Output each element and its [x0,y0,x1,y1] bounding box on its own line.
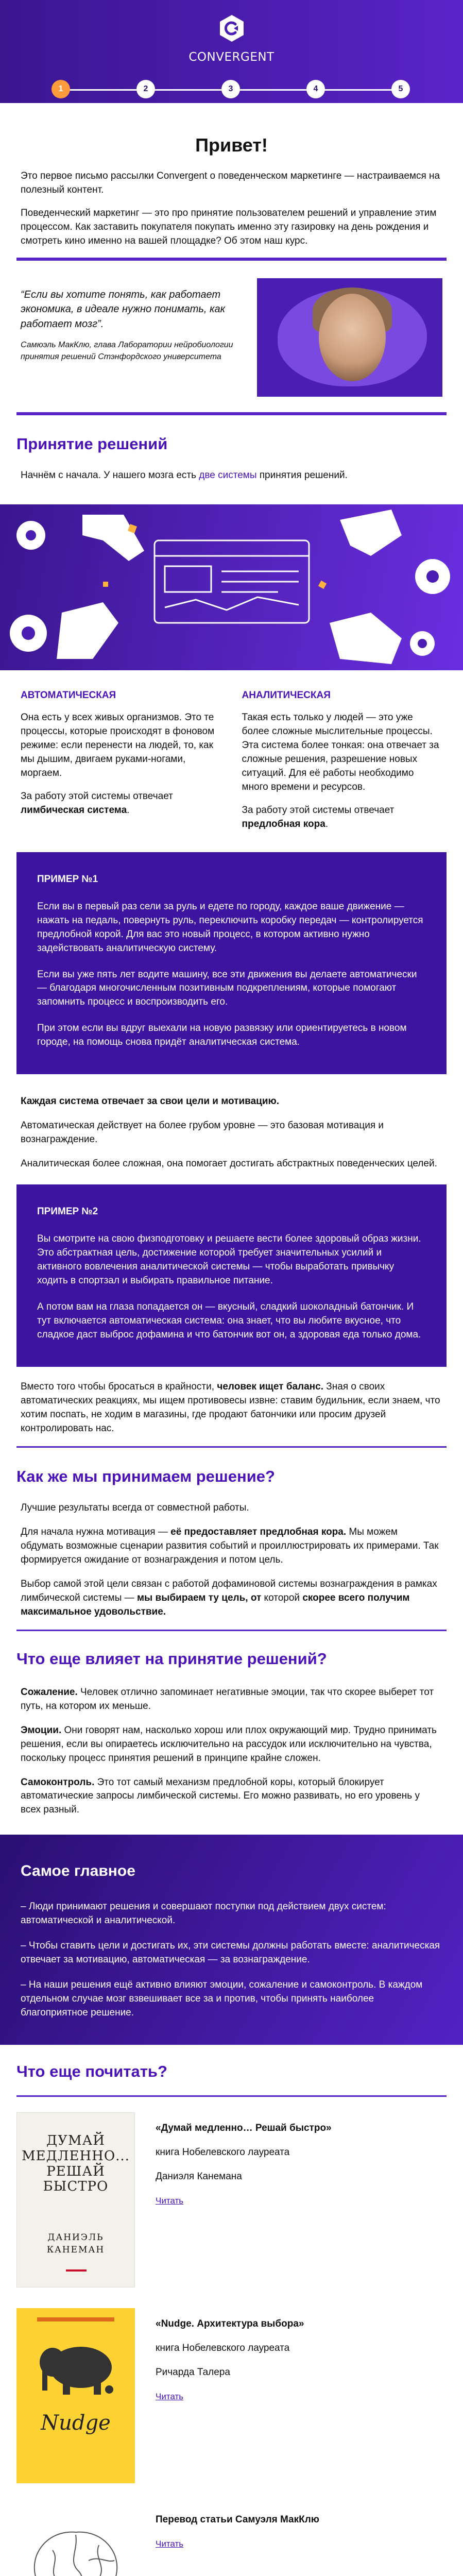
hands-and-gears-icon [0,504,463,670]
book-cover: Nudge [16,2308,135,2483]
example-paragraph: А потом вам на глаза попадается он — вкусный, сладкий шоколадный батончик. И тут включается автоматическая система: она знает, что вы любите вкусное, что сладкое даст выброс дофамина и что батончик вот он, а здоровая еда только дома. [37,1301,421,1340]
how-block [0,1501,463,1619]
influence-item: Самоконтроль. Это тот самый механизм предлобной коры, который блокирует автоматические запросы лимбической системы. Его можно развивать, но его уровень у всех разный. [21,1776,420,1816]
section-title: Как же мы принимаем решение? [16,1467,275,1485]
step-1: 1 [52,80,70,98]
auto-system-title: АВТОМАТИЧЕСКАЯ [21,689,116,701]
convergent-logo-icon [217,13,247,43]
summary-title: Самое главное [21,1862,135,1880]
brand-name: CONVERGENT [188,50,275,64]
page-title: Привет! [195,134,268,156]
article-info [135,2504,319,2576]
header [0,0,463,103]
divider [16,1630,447,1631]
book-item [16,2112,447,2287]
book-desc: книга Нобелевского лауреата [156,2146,290,2158]
goals-block [0,1095,463,1171]
analytic-system-title: АНАЛИТИЧЕСКАЯ [242,689,331,701]
auto-system-text: Она есть у всех живых организмов. Это те процессы, которые происходят в фоновом режиме: если перенести на людей, то, как мы дышим, двигаем руками-ногами, моргаем. [21,711,215,778]
intro-paragraph: Поведенческий маркетинг — это про принятие пользователем решений и управление этим процессом. Как заставить покупателя покупать именно эту газировку на день рождения и смотреть кино именно на вашей площадке? Об этом наш курс. [21,208,437,246]
example-box-1 [16,852,447,1075]
step-2: 2 [136,80,155,98]
example-paragraph: Если вы уже пять лет водите машину, все эти движения вы делаете автоматически — благодаря многочисленным позитивным подкреплениям, которые помогают запомнить процесс и воспроизводить его. [37,969,417,1008]
lead-paragraph: Начнём с начала. У нашего мозга есть две системы принятия решений. [21,469,348,481]
section-title: Что еще почитать? [16,2062,167,2080]
step-4: 4 [306,80,325,98]
balance-paragraph: Вместо того чтобы бросаться в крайности, человек ищет баланс. Зная о своих автоматических реакциях, мы ищем противовесы извне: ставим будильник, если знаем, что хотим поспать, не ходим в магазины, где продают батончики или просим друзей контролировать нас. [21,1381,440,1434]
divider [16,258,447,261]
quote-block [0,278,463,397]
reading-list [0,2112,463,2576]
analytic-system [242,689,443,841]
example-title: ПРИМЕР №1 [37,873,98,885]
example-title: ПРИМЕР №2 [37,1206,98,1217]
book-cover: ДУМАЙ МЕДЛЕННО... РЕШАЙ БЫСТРО ДАНИЭЛЬ КАНЕМАН [16,2112,135,2287]
how-paragraph: Лучшие результаты всегда от совместной работы. [21,1502,249,1513]
analytic-system-text: Такая есть только у людей — это уже более сложные мыслительные процессы. Эта система более тонкая: она отвечает за сложные решения, разрешение новых ситуаций. Для её работы необходимо много времени и ресурсов. [242,711,439,792]
step-5: 5 [391,80,410,98]
book-item [16,2308,447,2483]
influence-block [0,1686,463,1818]
quote-author: Самюэль МакКлю, глава Лаборатории нейробиологии принятия решений Стэнфордского университета [21,341,233,361]
article-title: Перевод статьи Самуэля МакКлю [156,2514,320,2525]
book-title: «Nudge. Архитектура выбора» [156,2318,304,2329]
influence-item: Эмоции. Они говорят нам, насколько хорош или плох окружающий мир. Трудно принимать решения, если вы опираетесь исключительно на рассудок или исключительно на чувства, поскольку процесс принятия решений в принципе крайне сложен. [21,1724,437,1764]
divider [16,412,447,415]
highlight-text: две системы [199,469,257,481]
example-box-2 [16,1184,447,1367]
book-title: «Думай медленно… Решай быстро» [156,2122,332,2133]
logo [0,13,463,66]
divider [16,2095,447,2097]
example-paragraph: При этом если вы вдруг выехали на новую развязку или ориентируетесь в новом городе, на помощь снова придёт аналитическая система. [37,1023,407,1048]
section-title: Принятие решений [16,434,168,453]
auto-system-owner: За работу этой системы отвечает лимбическая система. [21,790,173,816]
how-paragraph: Выбор самой этой цели связан с работой дофаминовой системы вознаграждения в рамках лимбической системы — мы выбираем ту цель, от которой скорее всего получим максимальное удовольствие. [21,1578,437,1617]
goals-paragraph: Автоматическая действует на более грубом уровне — это базовая мотивация и вознаграждение. [21,1120,384,1145]
elephant-icon [32,2339,119,2396]
brain-systems-illustration [0,504,463,670]
influence-item: Сожаление. Человек отлично запоминает негативные эмоции, так что скорее выберет тот путь, на котором их меньше. [21,1686,434,1711]
systems-columns [0,689,463,841]
quote-text: “Если вы хотите понять, как работает экономика, в идеале нужно понимать, как работает мозг”. [21,289,226,330]
example-paragraph: Если вы в первый раз сели за руль и едете по городу, каждое ваше движение — нажать на педаль, повернуть руль, переключить коробку передач — контролируется предлобной корой. Для вас это новый процесс, в котором активно нужно задействовать аналитическую систему. [37,901,423,954]
goals-paragraph: Аналитическая более сложная, она помогает достигать абстрактных поведенческих целей. [21,1158,437,1170]
book-info [135,2308,304,2483]
balance-block [0,1380,463,1436]
analytic-system-owner: За работу этой системы отвечает предлобная кора. [242,804,395,829]
brain-icon [16,2504,135,2576]
summary-box [0,1835,463,2044]
section-title: Что еще влияет на принятие решений? [16,1649,327,1668]
book-desc: книга Нобелевского лауреата [156,2342,290,2353]
author-photo [257,278,442,397]
article-item [16,2504,447,2576]
read-link[interactable]: Читать [156,2538,184,2549]
summary-item: – Чтобы ставить цели и достигать их, эти системы должны работать вместе: аналитическая отвечает за мотивацию, автоматическая — за вознаграждение. [21,1940,440,1965]
read-link[interactable]: Читать [156,2391,184,2401]
progress-steps [31,80,432,100]
how-paragraph: Для начала нужна мотивация — её предоставляет предлобная кора. Мы можем обдумать возможные сценарии развития событий и проиллюстрировать их примерами. Так формируется ожидание от вознаграждения и потом цель. [21,1526,439,1565]
read-link[interactable]: Читать [156,2195,184,2206]
book-author: Даниэля Канемана [156,2171,242,2182]
intro [0,170,463,248]
summary-item: – На наши решения ещё активно влияют эмоции, сожаление и самоконтроль. В каждом отдельном случае мозг взвешивает все за и против, чтобы принять наиболее благоприятное решение. [21,1979,423,2018]
step-3: 3 [221,80,240,98]
book-info [135,2112,332,2287]
article-cover [16,2504,135,2576]
goals-lead: Каждая система отвечает за свои цели и мотивацию. [21,1096,280,1107]
divider [16,1446,447,1448]
example-paragraph: Вы смотрите на свою физподготовку и решаете вести более здоровый образ жизни. Это абстрактная цель, достижение которой требует значительных усилий и активного вовлечения аналитической системы — чтобы выработать привычку ходить в спортзал и выбирать правильное питание. [37,1233,421,1286]
auto-system [21,689,221,841]
intro-paragraph: Это первое письмо рассылки Convergent о поведенческом маркетинге — настраиваемся на полезный контент. [21,171,440,196]
summary-item: – Люди принимают решения и совершают поступки под действием двух систем: автоматической и аналитической. [21,1901,386,1926]
book-author: Ричарда Талера [156,2366,230,2378]
quote [21,278,257,397]
